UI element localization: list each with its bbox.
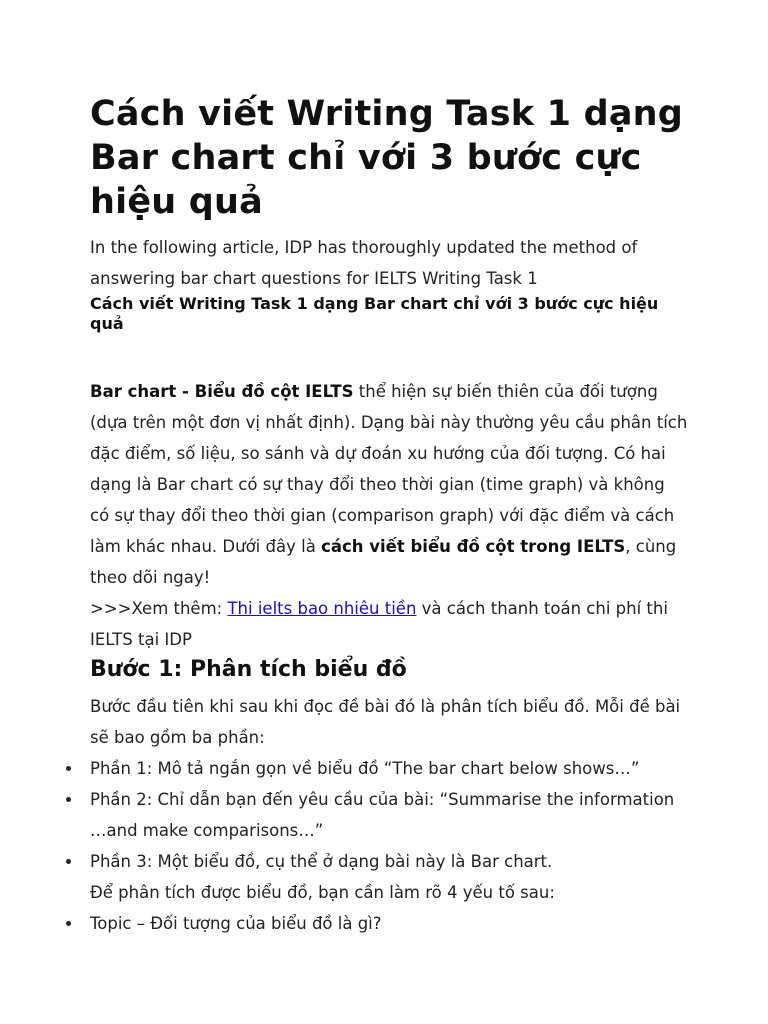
intro-bold-phrase: cách viết biểu đồ cột trong IELTS xyxy=(321,537,626,556)
intro-bold-term: Bar chart - Biểu đồ cột IELTS xyxy=(90,382,354,401)
step-1-heading: Bước 1: Phân tích biểu đồ xyxy=(90,657,407,682)
see-more-link[interactable]: Thi ielts bao nhiêu tiền xyxy=(227,599,417,618)
intro-text-2: , cùng theo dõi ngay! xyxy=(90,537,677,587)
list-item: Phần 2: Chỉ dẫn bạn đến yêu cầu của bài: “Summarise the information …and make comparisons…” xyxy=(90,784,688,846)
factors-intro: Để phân tích được biểu đồ, bạn cần làm rõ 4 yếu tố sau: xyxy=(90,883,555,902)
list-item: Topic – Đối tượng của biểu đồ là gì? xyxy=(90,908,688,939)
list-item: Phần 3: Một biểu đồ, cụ thể ở dạng bài này là Bar chart. xyxy=(90,846,688,877)
factors-list xyxy=(90,908,688,939)
page-title: Cách viết Writing Task 1 dạng Bar chart chỉ với 3 bước cực hiệu quả xyxy=(90,94,684,222)
see-more-prefix: >>>Xem thêm: xyxy=(90,599,228,618)
list-item: Phần 1: Mô tả ngắn gọn về biểu đồ “The bar chart below shows…” xyxy=(90,753,688,784)
intro-paragraph xyxy=(90,376,688,593)
parts-list xyxy=(90,753,688,877)
step-1-paragraph: Bước đầu tiên khi sau khi đọc đề bài đó là phân tích biểu đồ. Mỗi đề bài sẽ bao gồm ba phần: xyxy=(90,697,681,747)
article-subtitle: Cách viết Writing Task 1 dạng Bar chart chỉ với 3 bước cực hiệu quả xyxy=(90,294,659,333)
intro-text-1: thể hiện sự biến thiên của đối tượng (dựa trên một đơn vị nhất định). Dạng bài này thường yêu cầu phân tích đặc điểm, số liệu, so sánh và dự đoán xu hướng của đối tượng. Có hai dạng là Bar chart có sự thay đổi theo thời gian (time graph) và không có sự thay đổi theo thời gian (comparison graph) với đặc điểm và cách làm khác nhau. Dưới đây là xyxy=(90,382,688,556)
article-lead: In the following article, IDP has thoroughly updated the method of answering bar chart questions for IELTS Writing Task 1 xyxy=(90,238,638,288)
see-more-line xyxy=(90,593,688,655)
see-more-suffix: và cách thanh toán chi phí thi IELTS tại IDP xyxy=(90,599,668,649)
